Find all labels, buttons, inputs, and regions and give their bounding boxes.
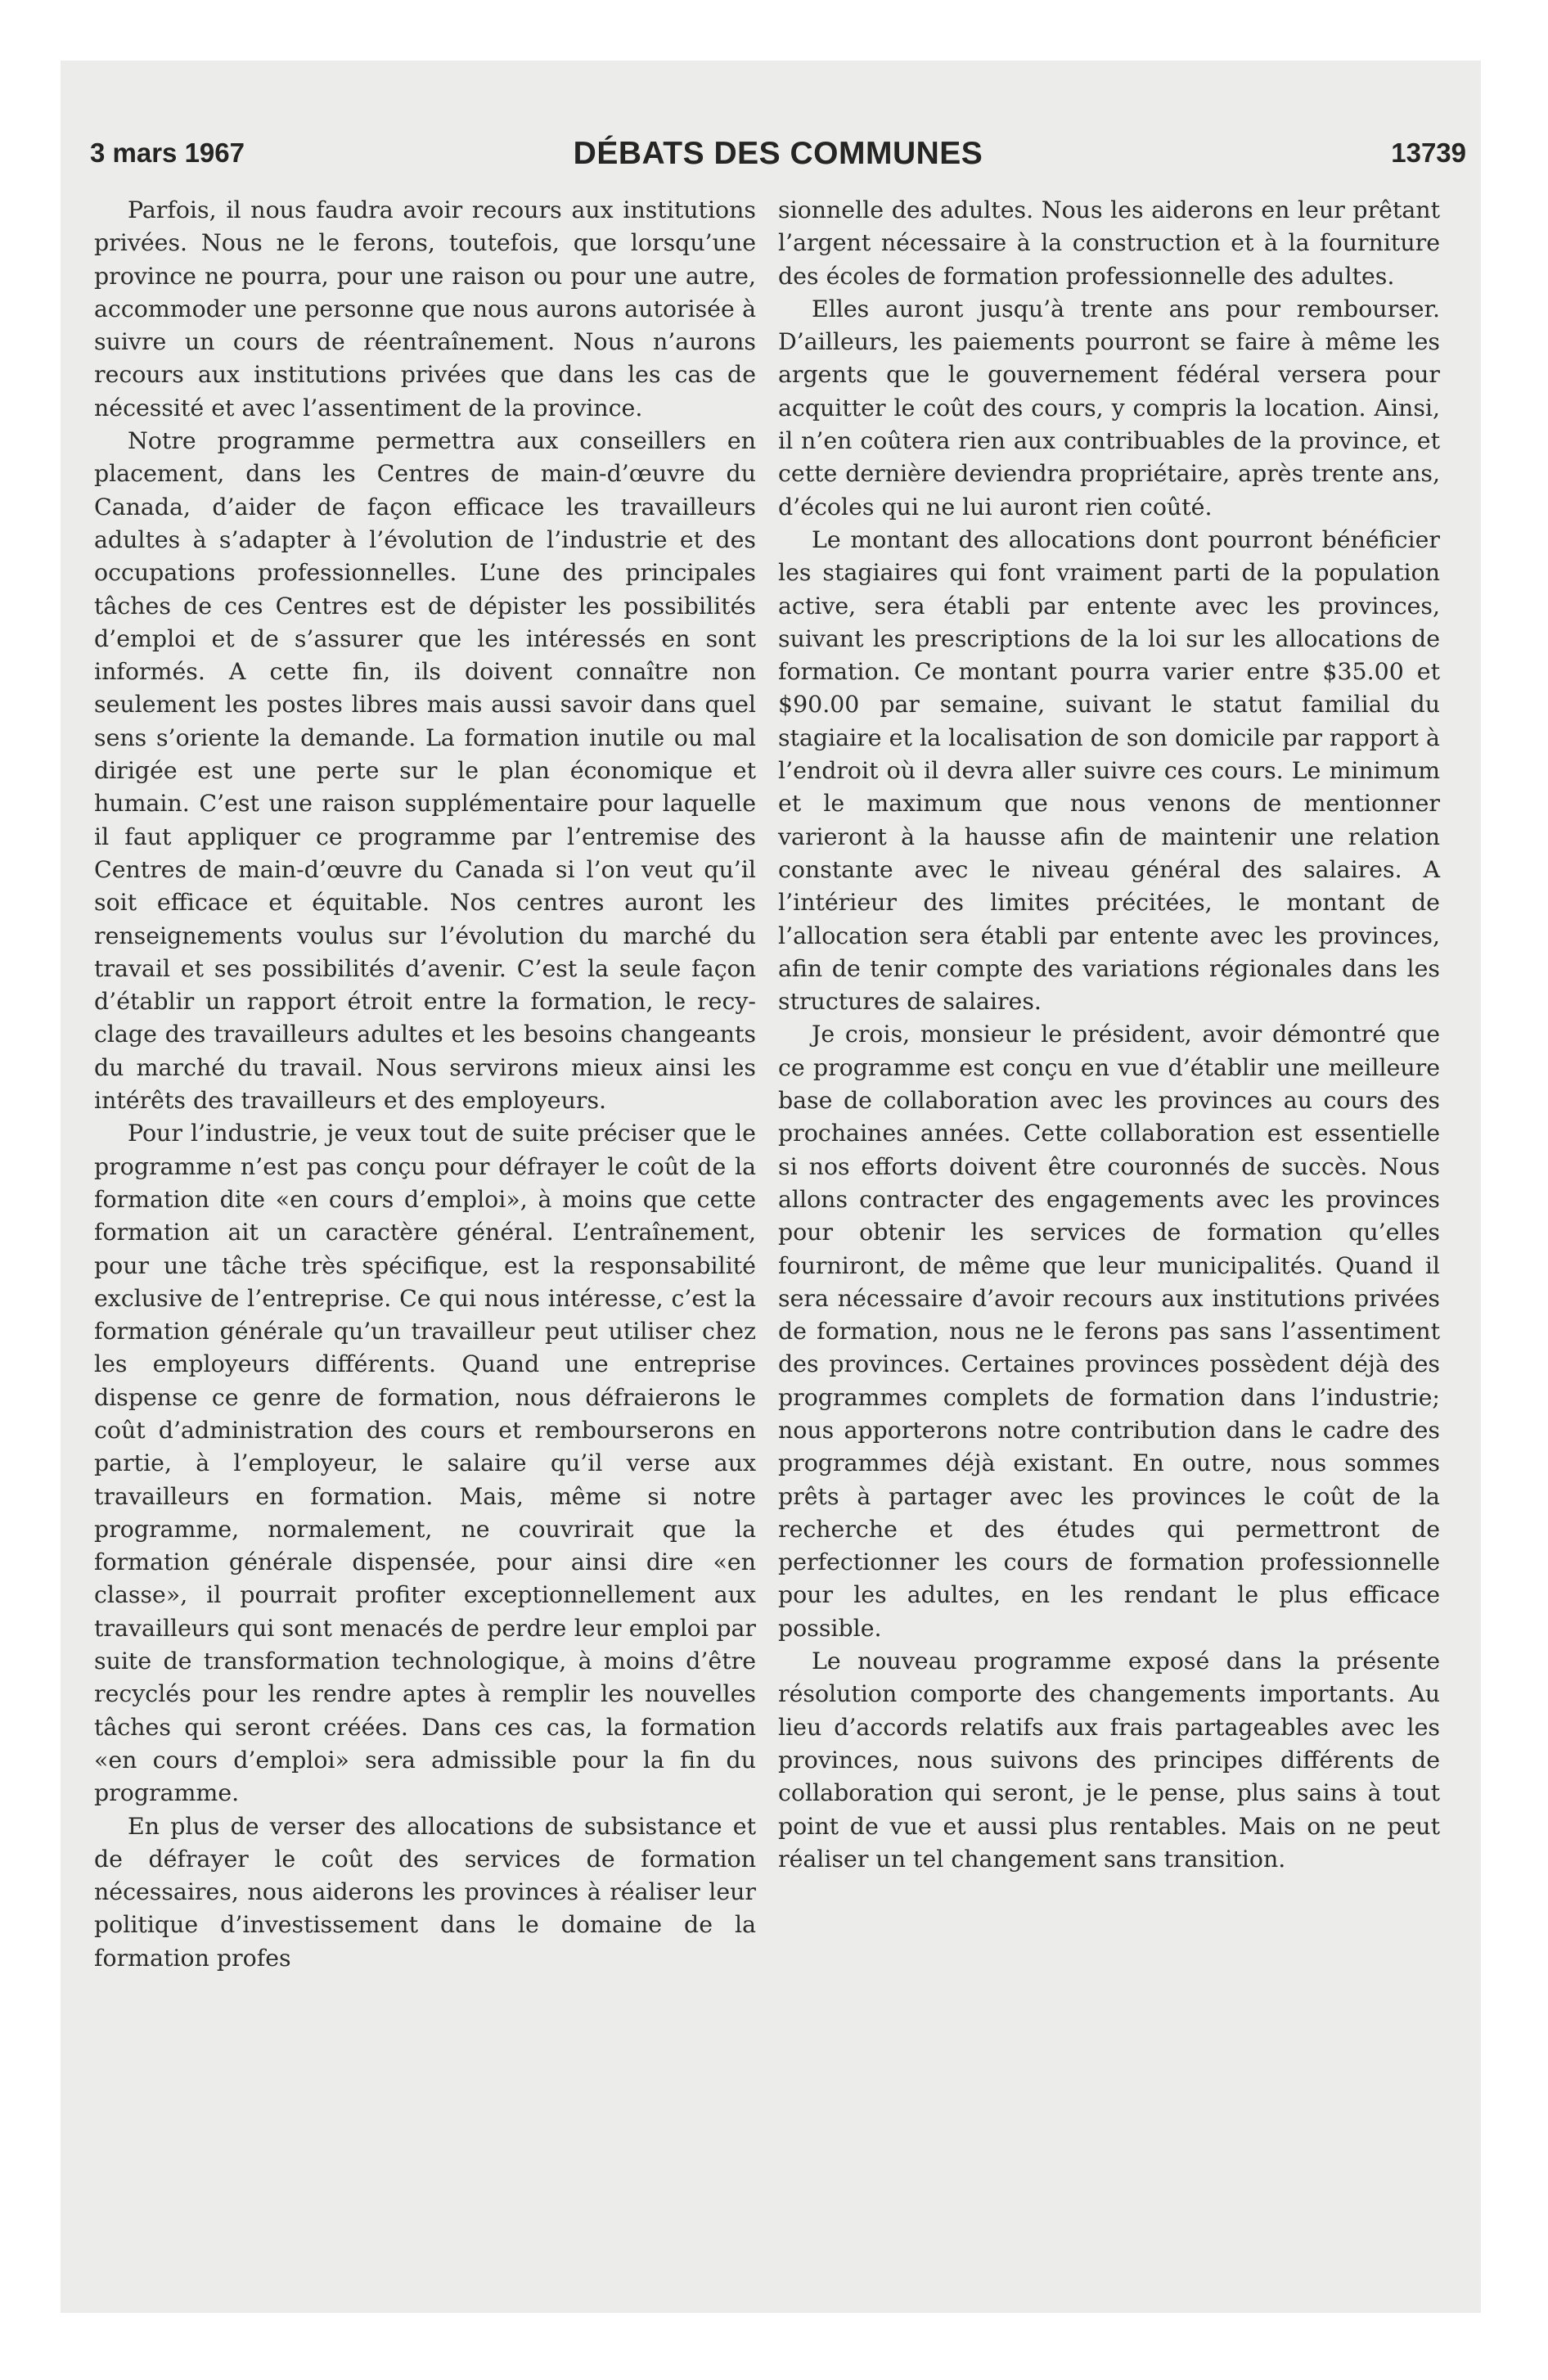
paragraph: Notre programme permettra aux conseillers en placement, dans les Centres de main-d’œuvre du Canada, d’aider de façon efficace les travailleurs adultes à s’adapter à l’évolution de l’industrie et des occupations professionnelles. L’une des principales tâches de ces Centres est de dépister les possibilités d’emploi et de s’assurer que les intéressés en sont informés. A cette fin, ils doivent connaître non seulement les postes libres mais aussi savoir dans quel sens s’oriente la demande. La formation inutile ou mal dirigée est une perte sur le plan économique et humain. C’est une raison supplémentaire pour laquelle il faut appliquer ce programme par l’entremise des Centres de main-d’œuvre du Canada si l’on veut qu’il soit efficace et équitable. Nos centres auront les renseignements voulus sur l’évolution du marché du travail et ses possibilités d’avenir. C’est la seule façon d’établir un rapport étroit entre la formation, le recyclage des travailleurs adultes et les besoins changeants du marché du travail. Nous servirons mieux ainsi les intérêts des travailleurs et des employeurs. — [94, 427, 756, 1115]
running-header — [90, 137, 1466, 187]
paragraph: Elles auront jusqu’à trente ans pour rembourser. D’ailleurs, les paiements pourront se faire à même les argents que le gouvernement fédéral versera pour acquitter le coût des cours, y compris la location. Ainsi, il n’en coûtera rien aux contribuables de la province, et cette dernière deviendra propriétaire, après trente ans, d’écoles qui ne lui auront rien coûté. — [778, 295, 1440, 521]
paragraph: Pour l’industrie, je veux tout de suite préciser que le programme n’est pas conçu pour défrayer le coût de la formation dite «en cours d’emploi», à moins que cette formation ait un caractère général. L’entraînement, pour une tâche très spécifique, est la responsabilité exclusive de l’entreprise. Ce qui nous intéresse, c’est la formation générale qu’un travailleur peut utiliser chez les employeurs différents. Quand une entreprise dispense ce genre de formation, nous défraierons le coût d’administration des cours et rembourserons en partie, à l’employeur, le salaire qu’il verse aux travailleurs en formation. Mais, même si notre programme, normalement, ne couvrirait que la formation générale dispensée, pour ainsi dire «en classe», il pourrait profiter exceptionnellement aux travailleurs qui sont menacés de perdre leur emploi par suite de transformation technologique, à moins d’être recyclés pour les rendre aptes à remplir les nouvelles tâches qui seront créées. Dans ces cas, la formation «en cours d’emploi» sera admissible pour la fin du programme. — [94, 1120, 756, 1807]
left-column — [94, 194, 756, 1975]
paragraph: Le montant des allocations dont pourront bénéficier les stagiaires qui font vraiment parti de la population active, sera établi par entente avec les provinces, suivant les prescriptions de la loi sur les allocations de formation. Ce montant pourra varier entre $35.00 et $90.00 par semaine, suivant le statut familial du stagiaire et la localisation de son domicile par rapport à l’endroit où il devra aller suivre ces cours. Le minimum et le maximum que nous venons de mentionner varieront à la hausse afin de maintenir une relation constante avec le niveau général des salaires. A l’intérieur des limites précitées, le montant de l’allocation sera établi par entente avec les provinces, afin de tenir compte des variations régionales dans les structures de salaires. — [778, 525, 1440, 1016]
paragraph: Je crois, monsieur le président, avoir démontré que ce programme est conçu en vue d’établir une meilleure base de collaboration avec les provinces au cours des prochaines années. Cette collaboration est essentielle si nos efforts doivent être couronnés de succès. Nous allons contracter des engagements avec les provinces pour obtenir les services de formation qu’elles fourniront, de même que leur municipalités. Quand il sera nécessaire d’avoir recours aux institutions privées de formation, nous ne le ferons pas sans l’assentiment des provinces. Certaines provinces possèdent déjà des programmes complets de formation dans l’industrie; nous apporterons notre contribution dans le cadre des programmes déjà existant. En outre, nous sommes prêts à partager avec les provinces le coût de la recherche et des études qui permettront de perfectionner les cours de formation professionnelle pour les adultes, en les rendant le plus efficace possible. — [778, 1021, 1440, 1642]
paragraph: Le nouveau programme exposé dans la présente résolution comporte des changements importants. Au lieu d’accords relatifs aux frais partageables avec les provinces, nous suivons des principes différents de collaboration qui seront, je le pense, plus sains à tout point de vue et aussi plus rentables. Mais on ne peut réaliser un tel changement sans transition. — [778, 1648, 1440, 1873]
paragraph-continued: sionnelle des adultes. Nous les aiderons en leur prêtant l’argent nécessaire à la construction et à la fourniture des écoles de formation professionnelle des adultes. — [778, 196, 1440, 290]
paragraph: En plus de verser des allocations de subsistance et de défrayer le coût des services de formation nécessaires, nous aiderons les provinces à réaliser leur politique d’investissement dans le domaine de la formation profes — [94, 1812, 756, 1972]
header-date: 3 mars 1967 — [90, 137, 245, 168]
header-title: DÉBATS DES COMMUNES — [573, 136, 983, 171]
document-page — [61, 61, 1481, 2313]
paragraph: Parfois, il nous faudra avoir recours aux institutions privées. Nous ne le ferons, toutefois, que lorsqu’une province ne pourra, pour une raison ou pour une autre, accommoder une personne que nous aurons autorisée à suivre un cours de réentraînement. Nous n’aurons recours aux institutions privées que dans les cas de nécessité et avec l’assentiment de la province. — [94, 196, 756, 421]
right-column — [778, 194, 1440, 1876]
header-page-number: 13739 — [1391, 137, 1466, 168]
